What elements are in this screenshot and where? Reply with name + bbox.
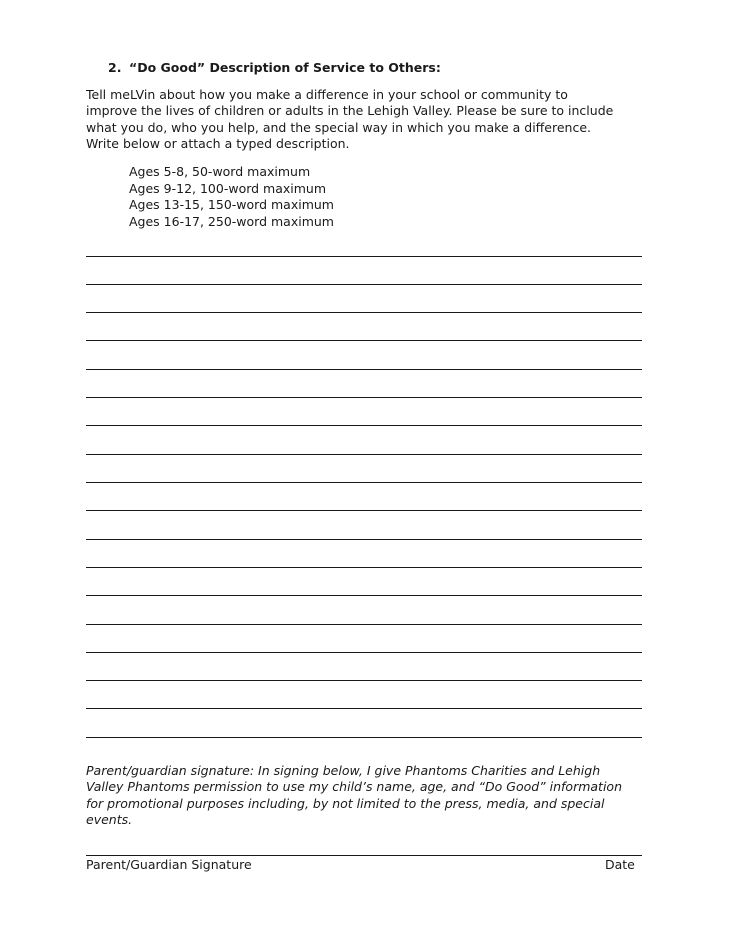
consent-line: for promotional purposes including, by not limited to the press, media, and special bbox=[86, 795, 605, 811]
signature-label: Parent/Guardian Signature bbox=[86, 857, 252, 872]
consent-line: Valley Phantoms permission to use my child’s name, age, and “Do Good” information bbox=[86, 779, 622, 795]
consent-line: events. bbox=[86, 812, 133, 828]
age-limit-item: Ages 9-12, 100-word maximum bbox=[129, 180, 327, 196]
writing-line[interactable] bbox=[86, 539, 642, 540]
writing-line[interactable] bbox=[86, 595, 642, 596]
writing-line[interactable] bbox=[86, 482, 642, 483]
writing-line[interactable] bbox=[86, 680, 642, 681]
age-limit-item: Ages 16-17, 250-word maximum bbox=[129, 213, 334, 229]
date-label: Date bbox=[605, 857, 635, 872]
intro-line: Write below or attach a typed description. bbox=[86, 135, 350, 151]
intro-line: Tell meLVin about how you make a difference in your school or community to bbox=[86, 87, 568, 102]
signature-line[interactable] bbox=[86, 855, 642, 856]
writing-line[interactable] bbox=[86, 737, 642, 738]
age-limit-item: Ages 5-8, 50-word maximum bbox=[129, 164, 311, 179]
intro-line: what you do, who you help, and the special way in which you make a difference. bbox=[86, 119, 591, 135]
writing-line[interactable] bbox=[86, 312, 642, 313]
age-limit-item: Ages 13-15, 150-word maximum bbox=[129, 197, 334, 212]
writing-line[interactable] bbox=[86, 624, 642, 625]
writing-line[interactable] bbox=[86, 567, 642, 568]
writing-line[interactable] bbox=[86, 652, 642, 653]
writing-line[interactable] bbox=[86, 510, 642, 511]
writing-line[interactable] bbox=[86, 708, 642, 709]
consent-line: Parent/guardian signature: In signing below, I give Phantoms Charities and Lehigh bbox=[86, 763, 601, 778]
writing-line[interactable] bbox=[86, 369, 642, 370]
consent-statement bbox=[86, 763, 661, 829]
writing-line[interactable] bbox=[86, 397, 642, 398]
writing-line[interactable] bbox=[86, 340, 642, 341]
writing-line[interactable] bbox=[86, 425, 642, 426]
intro-line: improve the lives of children or adults in the Lehigh Valley. Please be sure to include bbox=[86, 103, 614, 119]
writing-line[interactable] bbox=[86, 284, 642, 285]
section-title: “Do Good” Description of Service to Others: bbox=[129, 60, 441, 75]
section-number: 2. bbox=[108, 60, 122, 75]
writing-line[interactable] bbox=[86, 256, 642, 257]
writing-line[interactable] bbox=[86, 454, 642, 455]
